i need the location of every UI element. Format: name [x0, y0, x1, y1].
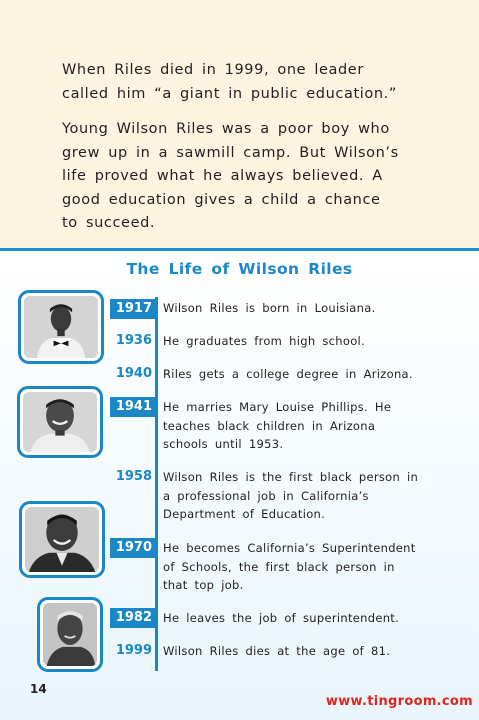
photo-older-man — [19, 501, 105, 578]
photo-young-boy — [18, 290, 104, 364]
narrative-paragraph-2: Young Wilson Riles was a poor boy who grew up in a sawmill camp. But Wilson’s life proved what he always believed. A good education gives a child a chance to succeed. — [62, 121, 399, 231]
timeline-year: 1958 — [115, 469, 152, 484]
timeline-year: 1941 — [110, 397, 155, 417]
timeline-event: Wilson Riles dies at the age of 81. — [163, 644, 391, 658]
watermark: www.tingroom.com — [325, 694, 473, 709]
timeline-vertical-line — [155, 297, 158, 671]
timeline-event: He leaves the job of superintendent. — [163, 611, 400, 625]
timeline-event: Wilson Riles is the first black person in a professional job in California’s Department of Education. — [163, 470, 419, 521]
timeline-title: The Life of Wilson Riles — [126, 260, 353, 278]
timeline-year: 1917 — [110, 299, 155, 319]
timeline-year: 1936 — [115, 333, 152, 348]
timeline-event: Riles gets a college degree in Arizona. — [163, 367, 413, 381]
timeline-year: 1970 — [110, 538, 155, 558]
narrative-section — [0, 0, 479, 249]
timeline-year: 1982 — [110, 608, 155, 628]
timeline-year: 1999 — [115, 643, 152, 658]
photo-young-man — [17, 386, 103, 458]
timeline-event: He marries Mary Louise Phillips. He teaches black children in Arizona schools until 1953. — [163, 400, 392, 451]
timeline-event: Wilson Riles is born in Louisiana. — [163, 301, 376, 315]
photo-elderly-man — [37, 597, 103, 672]
page-number: 14 — [30, 682, 47, 696]
timeline-event: He graduates from high school. — [163, 334, 365, 348]
timeline-event: He becomes California’s Superintendent of Schools, the first black person in that top job. — [163, 541, 416, 592]
narrative-paragraph-1: When Riles died in 1999, one leader called him “a giant in public education.” — [62, 62, 397, 102]
timeline-year: 1940 — [115, 366, 152, 381]
